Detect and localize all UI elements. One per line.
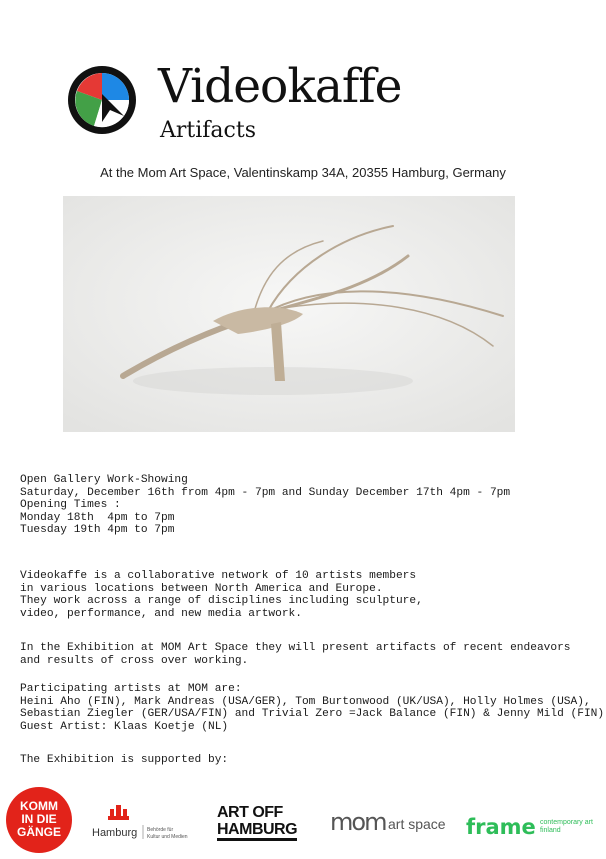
artoff-line: ART OFF: [217, 804, 283, 821]
text-line: Videokaffe is a collaborative network of 10 artists members: [20, 570, 417, 582]
frame-word: frame: [466, 815, 536, 839]
text-line: Guest Artist: Klaas Koetje (NL): [20, 720, 229, 733]
komm-line: IN DIE: [21, 812, 57, 826]
frame-sub: finland: [540, 827, 561, 834]
hamburg-dept: Kultur und Medien: [147, 834, 188, 840]
mom-art-space-logo: [330, 808, 455, 836]
text-line: video, performance, and new media artwork.: [20, 607, 302, 620]
artoff-line: HAMBURG: [217, 821, 298, 838]
hamburg-name: Hamburg: [92, 827, 138, 839]
text-line: in various locations between North America and Europe.: [20, 582, 383, 595]
text-line: Heini Aho (FIN), Mark Andreas (USA/GER), Tom Burtonwood (UK/USA), Holly Holmes (USA),: [20, 695, 591, 708]
frame-sub: contemporary art: [540, 819, 593, 826]
text-line: Sebastian Ziegler (GER/USA/FIN) and Trivial Zero =Jack Balance (FIN) & Jenny Mild (FIN): [20, 708, 605, 720]
text-line: Opening Times :: [20, 499, 121, 511]
komm-in-die-gaenge-logo: [5, 786, 73, 854]
text-line: Open Gallery Work-Showing: [20, 474, 188, 486]
sculpture-photo: [63, 196, 515, 432]
videokaffe-logo: [66, 64, 138, 136]
text-line: and results of cross over working.: [20, 654, 249, 667]
hamburg-dept: Behörde für: [147, 827, 174, 833]
komm-line: GÄNGE: [16, 825, 62, 839]
frame-contemporary-art-finland-logo: [466, 810, 606, 842]
mom-mark: mom: [330, 808, 386, 836]
text-line: Saturday, December 16th from 4pm - 7pm and Sunday December 17th 4pm - 7pm: [20, 486, 511, 499]
gallery-hours: [20, 449, 510, 549]
artists-list: [20, 658, 604, 746]
venue-address: At the Mom Art Space, Valentinskamp 34A, 20355 Hamburg, Germany: [100, 165, 506, 180]
mom-text: art space: [388, 816, 446, 832]
text-line: They work across a range of disciplines including sculpture,: [20, 595, 423, 607]
brand-subtitle: Artifacts: [160, 118, 256, 143]
text-line: Tuesday 19th 4pm to 7pm: [20, 524, 175, 536]
text-line: Participating artists at MOM are:: [20, 683, 242, 695]
hamburg-logo: [90, 803, 208, 843]
text-line: Monday 18th 4pm to 7pm: [20, 511, 175, 524]
brand-title: Videokaffe: [158, 59, 402, 114]
text-line: In the Exhibition at MOM Art Space they will present artifacts of recent endeavors: [20, 642, 571, 654]
komm-line: KOMM: [20, 799, 58, 813]
art-off-hamburg-logo: [215, 800, 303, 844]
support-label: The Exhibition is supported by:: [20, 754, 229, 766]
